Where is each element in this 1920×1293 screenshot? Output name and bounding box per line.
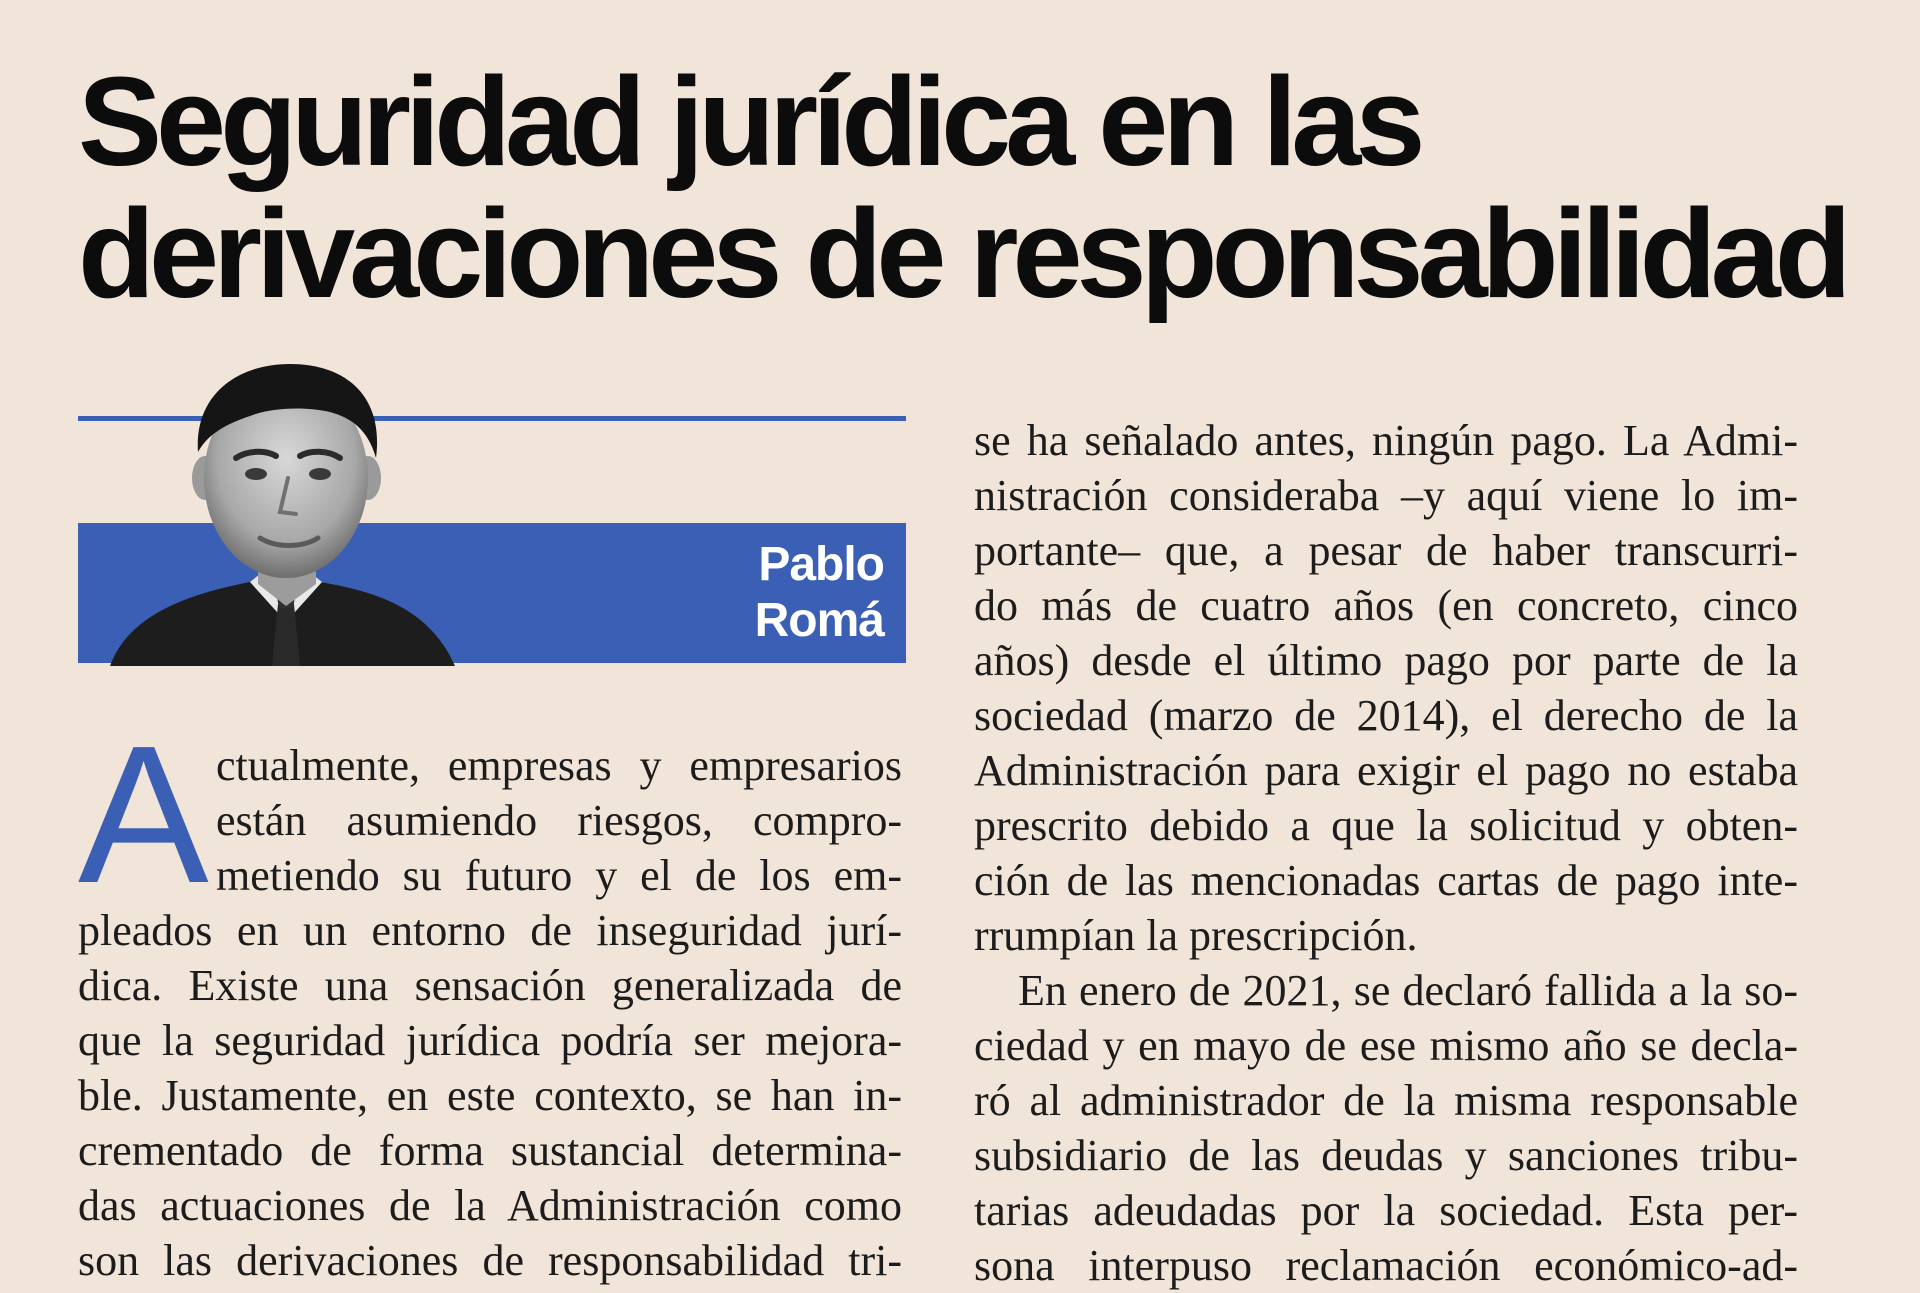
author-name xyxy=(755,537,884,649)
body-line: rrumpían la prescripción. xyxy=(974,911,1418,960)
headline xyxy=(78,51,1846,324)
body-line: son las derivaciones de responsabilidad tri- xyxy=(78,1236,902,1285)
author-box xyxy=(78,360,906,666)
body-line: do más de cuatro años (en concreto, cinco xyxy=(974,581,1798,630)
body-line: nistración consideraba –y aquí viene lo im- xyxy=(974,471,1798,520)
body-line: años) desde el último pago por parte de la xyxy=(974,636,1798,685)
body-line: sociedad (marzo de 2014), el derecho de la xyxy=(974,691,1798,740)
body-line: sona interpuso reclamación económico-ad- xyxy=(974,1241,1798,1290)
body-line: subsidiario de las deudas y sanciones tribu- xyxy=(974,1131,1798,1180)
drop-cap: A xyxy=(78,705,209,924)
body-line: están asumiendo riesgos, compro- xyxy=(216,796,902,845)
author-first-name: Pablo xyxy=(758,538,884,591)
body-line: ró al administrador de la misma responsable xyxy=(974,1076,1798,1125)
headline-line-2: derivaciones de responsabilidad xyxy=(78,183,1846,324)
body-line: ción de las mencionadas cartas de pago inte- xyxy=(974,856,1798,905)
author-last-name: Romá xyxy=(754,594,884,647)
body-line: dica. Existe una sensación generalizada de xyxy=(78,961,902,1010)
body-line: se ha señalado antes, ningún pago. La Admi- xyxy=(974,416,1798,465)
body-line: das actuaciones de la Administración como xyxy=(78,1181,902,1230)
body-line: prescrito debido a que la solicitud y obten- xyxy=(974,801,1798,850)
body-line: ctualmente, empresas y empresarios xyxy=(216,741,902,790)
body-line: pleados en un entorno de inseguridad jurí- xyxy=(78,906,902,955)
body-line: crementado de forma sustancial determina- xyxy=(78,1126,902,1175)
article-column-left xyxy=(78,738,902,1288)
body-line: ciedad y en mayo de ese mismo año se decla- xyxy=(974,1021,1798,1070)
author-portrait xyxy=(90,360,490,666)
body-line: Administración para exigir el pago no estaba xyxy=(974,746,1798,795)
body-line: que la seguridad jurídica podría ser mejora- xyxy=(78,1016,902,1065)
body-line: portante– que, a pesar de haber transcurri- xyxy=(974,526,1798,575)
article-column-right xyxy=(974,413,1798,1293)
headline-line-1: Seguridad jurídica en las xyxy=(78,51,1420,192)
body-line: ble. Justamente, en este contexto, se han in- xyxy=(78,1071,902,1120)
body-line: metiendo su futuro y el de los em- xyxy=(216,851,902,900)
body-line: tarias adeudadas por la sociedad. Esta per- xyxy=(974,1186,1798,1235)
body-line: En enero de 2021, se declaró fallida a la so- xyxy=(1018,966,1798,1015)
